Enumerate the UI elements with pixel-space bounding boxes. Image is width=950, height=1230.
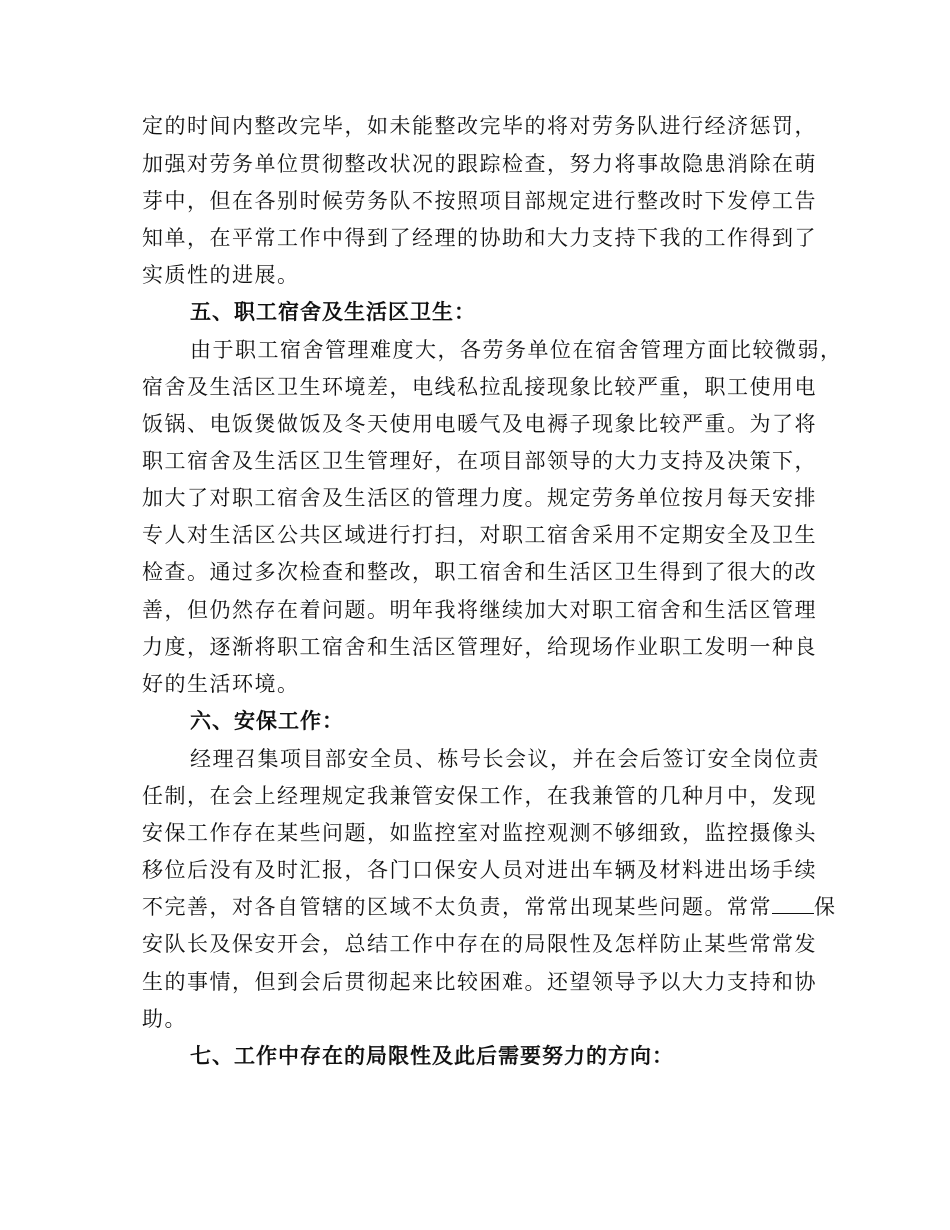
- paragraph-line: 助。: [142, 1007, 187, 1031]
- paragraph-line: 安队长及保安开会，总结工作中存在的局限性及怎样防止某些常常发: [142, 932, 817, 956]
- paragraph-line: 职工宿舍及生活区卫生管理好，在项目部领导的大力支持及决策下，: [142, 449, 817, 473]
- paragraph-line: 芽中，但在各别时候劳务队不按照项目部规定进行整改时下发停工告: [142, 189, 817, 213]
- line-text: 保: [814, 895, 837, 919]
- paragraph-line: 加强对劳务单位贯彻整改状况的跟踪检查，努力将事故隐患消除在萌: [142, 152, 817, 176]
- paragraph-line: 由于职工宿舍管理难度大，各劳务单位在宿舍管理方面比较微弱，: [190, 338, 843, 362]
- section-heading-6: 六、安保工作：: [190, 709, 344, 733]
- paragraph-line: 经理召集项目部安全员、栋号长会议，并在会后签订安全岗位责: [190, 747, 820, 771]
- paragraph-line: 安保工作存在某些问题，如监控室对监控观测不够细致，监控摄像头: [142, 821, 817, 845]
- paragraph-line: 任制，在会上经理规定我兼管安保工作，在我兼管的几种月中，发现: [142, 784, 817, 808]
- paragraph-line-with-blank: [142, 895, 837, 919]
- paragraph-line: 生的事情，但到会后贯彻起来比较困难。还望领导予以大力支持和协: [142, 970, 817, 994]
- paragraph-line: 饭锅、电饭煲做饭及冬天使用电暖气及电褥子现象比较严重。为了将: [142, 412, 817, 436]
- paragraph-line: 宿舍及生活区卫生环境差，电线私拉乱接现象比较严重，职工使用电: [142, 375, 817, 399]
- paragraph-line: 移位后没有及时汇报，各门口保安人员对进出车辆及材料进出场手续: [142, 858, 817, 882]
- paragraph-line: 实质性的进展。: [142, 263, 300, 287]
- paragraph-line: 知单，在平常工作中得到了经理的协助和大力支持下我的工作得到了: [142, 226, 817, 250]
- paragraph-line: 力度，逐渐将职工宿舍和生活区管理好，给现场作业职工发明一种良: [142, 635, 817, 659]
- paragraph-line: 专人对生活区公共区域进行打扫，对职工宿舍采用不定期安全及卫生: [142, 523, 817, 547]
- paragraph-line: 善，但仍然存在着问题。明年我将继续加大对职工宿舍和生活区管理: [142, 598, 817, 622]
- fill-in-blank: [772, 895, 814, 914]
- paragraph-line: 定的时间内整改完毕，如未能整改完毕的将对劳务队进行经济惩罚，: [142, 114, 817, 138]
- section-heading-5: 五、职工宿舍及生活区卫生：: [190, 300, 476, 324]
- line-text: 不完善，对各自管辖的区域不太负责，常常出现某些问题。常常: [142, 895, 772, 919]
- section-heading-7: 七、工作中存在的局限性及此后需要努力的方向：: [190, 1044, 674, 1068]
- paragraph-line: 好的生活环境。: [142, 672, 300, 696]
- paragraph-line: 加大了对职工宿舍及生活区的管理力度。规定劳务单位按月每天安排: [142, 486, 817, 510]
- paragraph-line: 检查。通过多次检查和整改，职工宿舍和生活区卫生得到了很大的改: [142, 560, 817, 584]
